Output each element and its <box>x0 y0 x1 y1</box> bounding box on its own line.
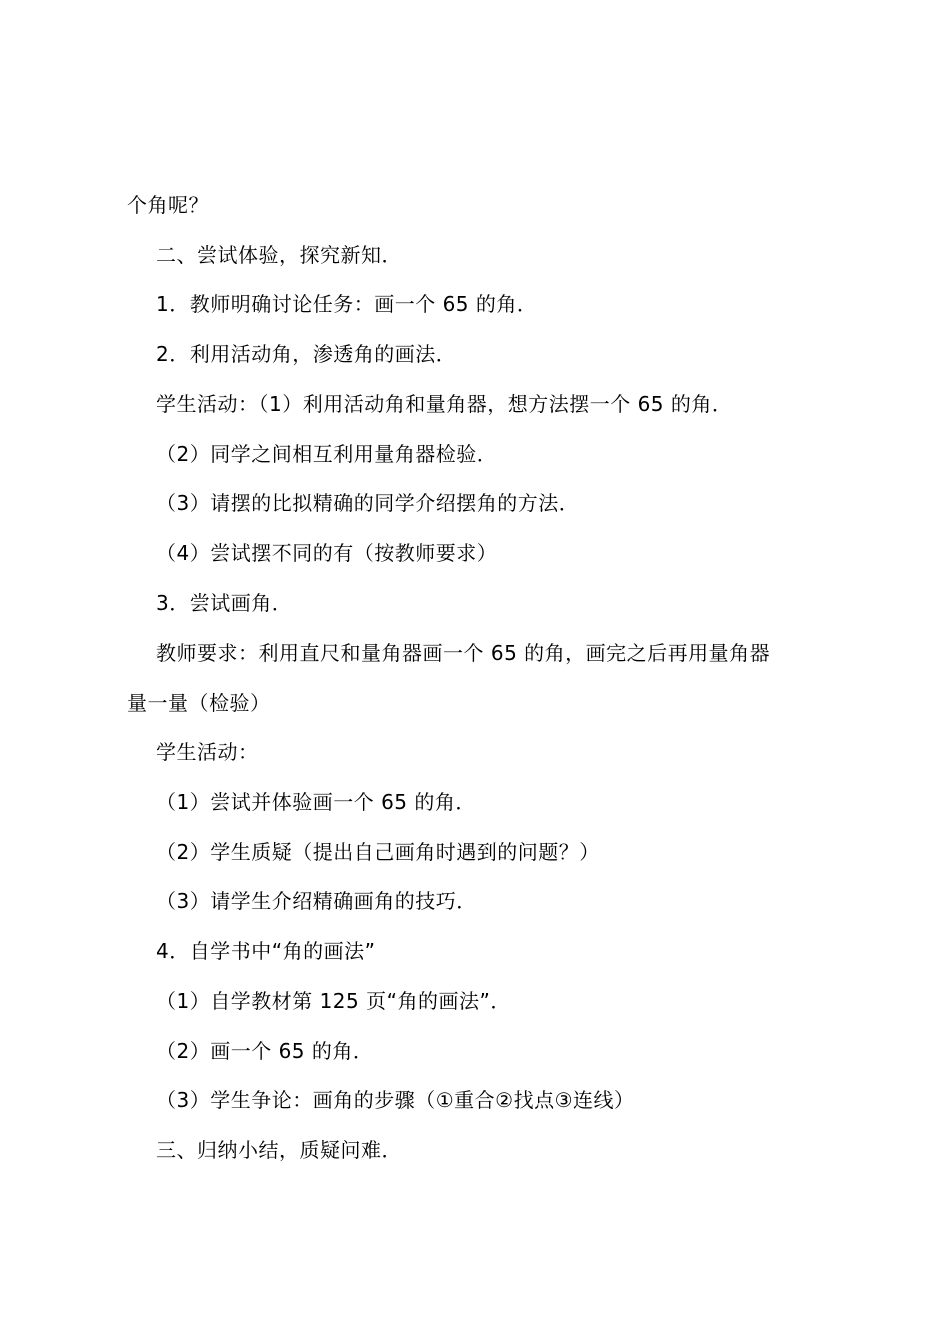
section-heading: 三、归纳小结，质疑问难． <box>156 1138 402 1162</box>
text-line: （2）学生质疑（提出自己画角时遇到的问题？） <box>156 840 600 864</box>
text-line: （1）尝试并体验画一个 65 的角． <box>156 790 476 814</box>
text-line: （3）学生争论：画角的步骤（①重合②找点③连线） <box>156 1088 635 1112</box>
section-heading: 二、尝试体验，探究新知． <box>156 243 402 267</box>
text-line: （2）画一个 65 的角． <box>156 1039 374 1063</box>
text-line: （2）同学之间相互利用量角器检验． <box>156 442 498 466</box>
text-line: （3）请学生介绍精确画角的技巧． <box>156 889 477 913</box>
text-line: 4．自学书中“角的画法” <box>156 939 376 963</box>
text-line: 3．尝试画角． <box>156 591 293 615</box>
text-line: 量一量（检验） <box>127 691 271 715</box>
text-line: 2．利用活动角，渗透角的画法． <box>156 342 457 366</box>
text-line: 教师要求：利用直尺和量角器画一个 65 的角，画完之后再用量角器 <box>156 641 771 665</box>
text-line: 个角呢？ <box>127 193 209 217</box>
text-line: 学生活动： <box>156 740 259 764</box>
text-line: （4）尝试摆不同的有（按教师要求） <box>156 541 498 565</box>
text-line: 1．教师明确讨论任务：画一个 65 的角． <box>156 292 538 316</box>
text-line: 学生活动：（1）利用活动角和量角器，想方法摆一个 65 的角． <box>156 392 733 416</box>
text-line: （1）自学教材第 125 页“角的画法”． <box>156 989 511 1013</box>
text-line: （3）请摆的比拟精确的同学介绍摆角的方法． <box>156 491 580 515</box>
